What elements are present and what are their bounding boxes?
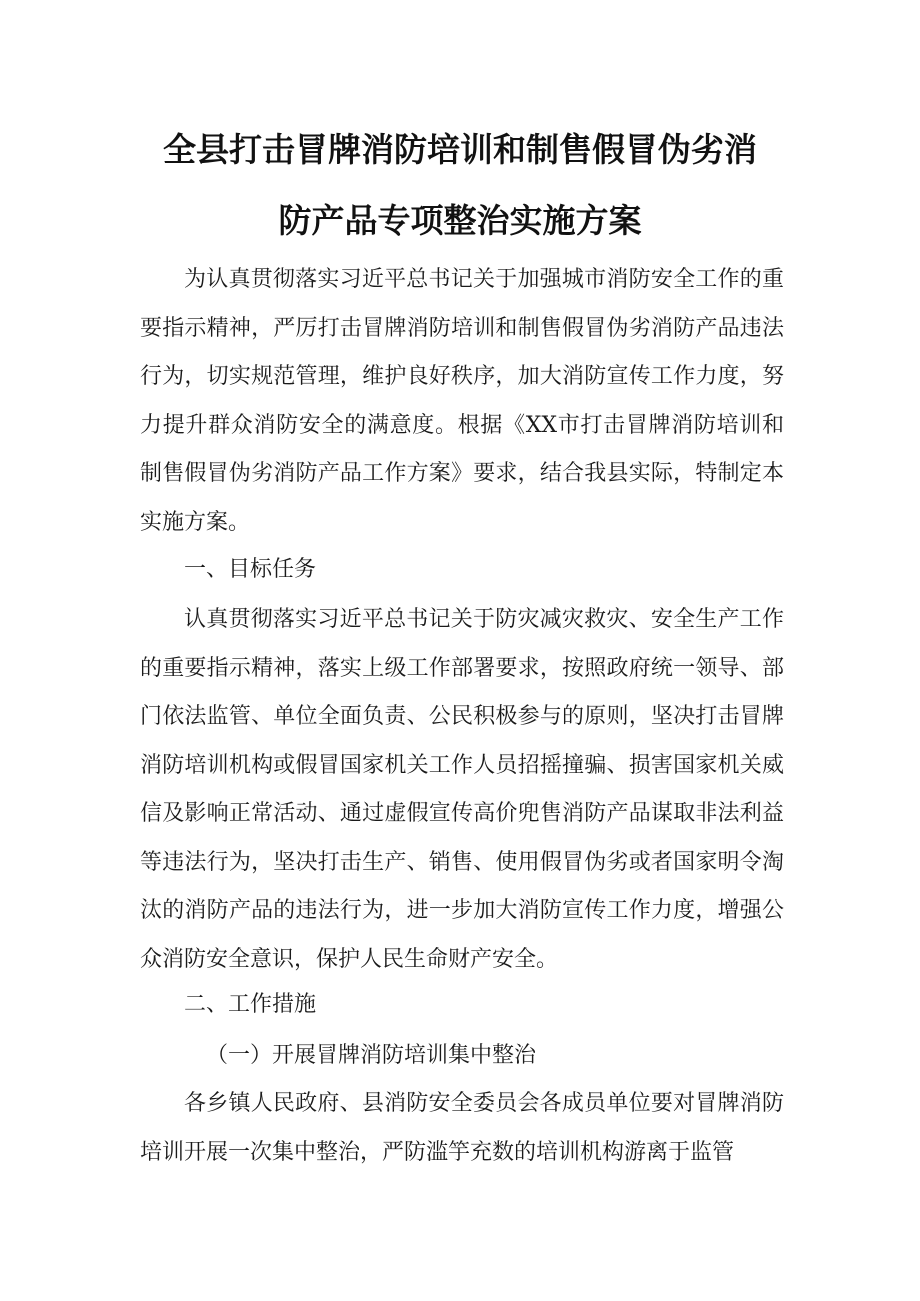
section-2-subheading-1-block <box>140 1032 784 1081</box>
section-1-heading: 一、目标任务 <box>184 557 317 582</box>
document-title-line-2: 防产品专项整治实施方案 <box>278 201 642 240</box>
intro-paragraph: 为认真贯彻落实习近平总书记关于加强城市消防安全工作的重要指示精神，严厉打击冒牌消防培训和制售假冒伪劣消防产品违法行为，切实规范管理，维护良好秩序，加大消防宣传工作力度，努力提升群众消防安全的满意度。根据《XX市打击冒牌消防培训和制售假冒伪劣消防产品工作方案》要求，结合我县实际，特制定本实施方案。 <box>140 267 784 535</box>
section-1-paragraph: 认真贯彻落实习近平总书记关于防灾减灾救灾、安全生产工作的重要指示精神，落实上级工作部署要求，按照政府统一领导、部门依法监管、单位全面负责、公民积极参与的原则，坚决打击冒牌消防培训机构或假冒国家机关工作人员招摇撞骗、损害国家机关威信及影响正常活动、通过虚假宣传高价兜售消防产品谋取非法利益等违法行为，坚决打击生产、销售、使用假冒伪劣或者国家明令淘汰的消防产品的违法行为，进一步加大消防宣传工作力度，增强公众消防安全意识，保护人民生命财产安全。 <box>140 607 784 972</box>
section-2-heading-block <box>140 981 784 1030</box>
section-1-body-block <box>140 596 784 984</box>
document-title-line-1: 全县打击冒牌消防培训和制售假冒伪劣消 <box>163 130 757 169</box>
section-2-subheading-1: （一）开展冒牌消防培训集中整治 <box>206 1043 537 1068</box>
section-1-heading-block <box>140 546 784 595</box>
section-2-heading: 二、工作措施 <box>184 992 317 1017</box>
section-2-sub-1-paragraph: 各乡镇人民政府、县消防安全委员会各成员单位要对冒牌消防培训开展一次集中整治，严防滥竽充数的培训机构游离于监管 <box>140 1091 784 1165</box>
section-2-sub-1-body-block <box>140 1080 784 1177</box>
intro-paragraph-block <box>140 256 784 547</box>
